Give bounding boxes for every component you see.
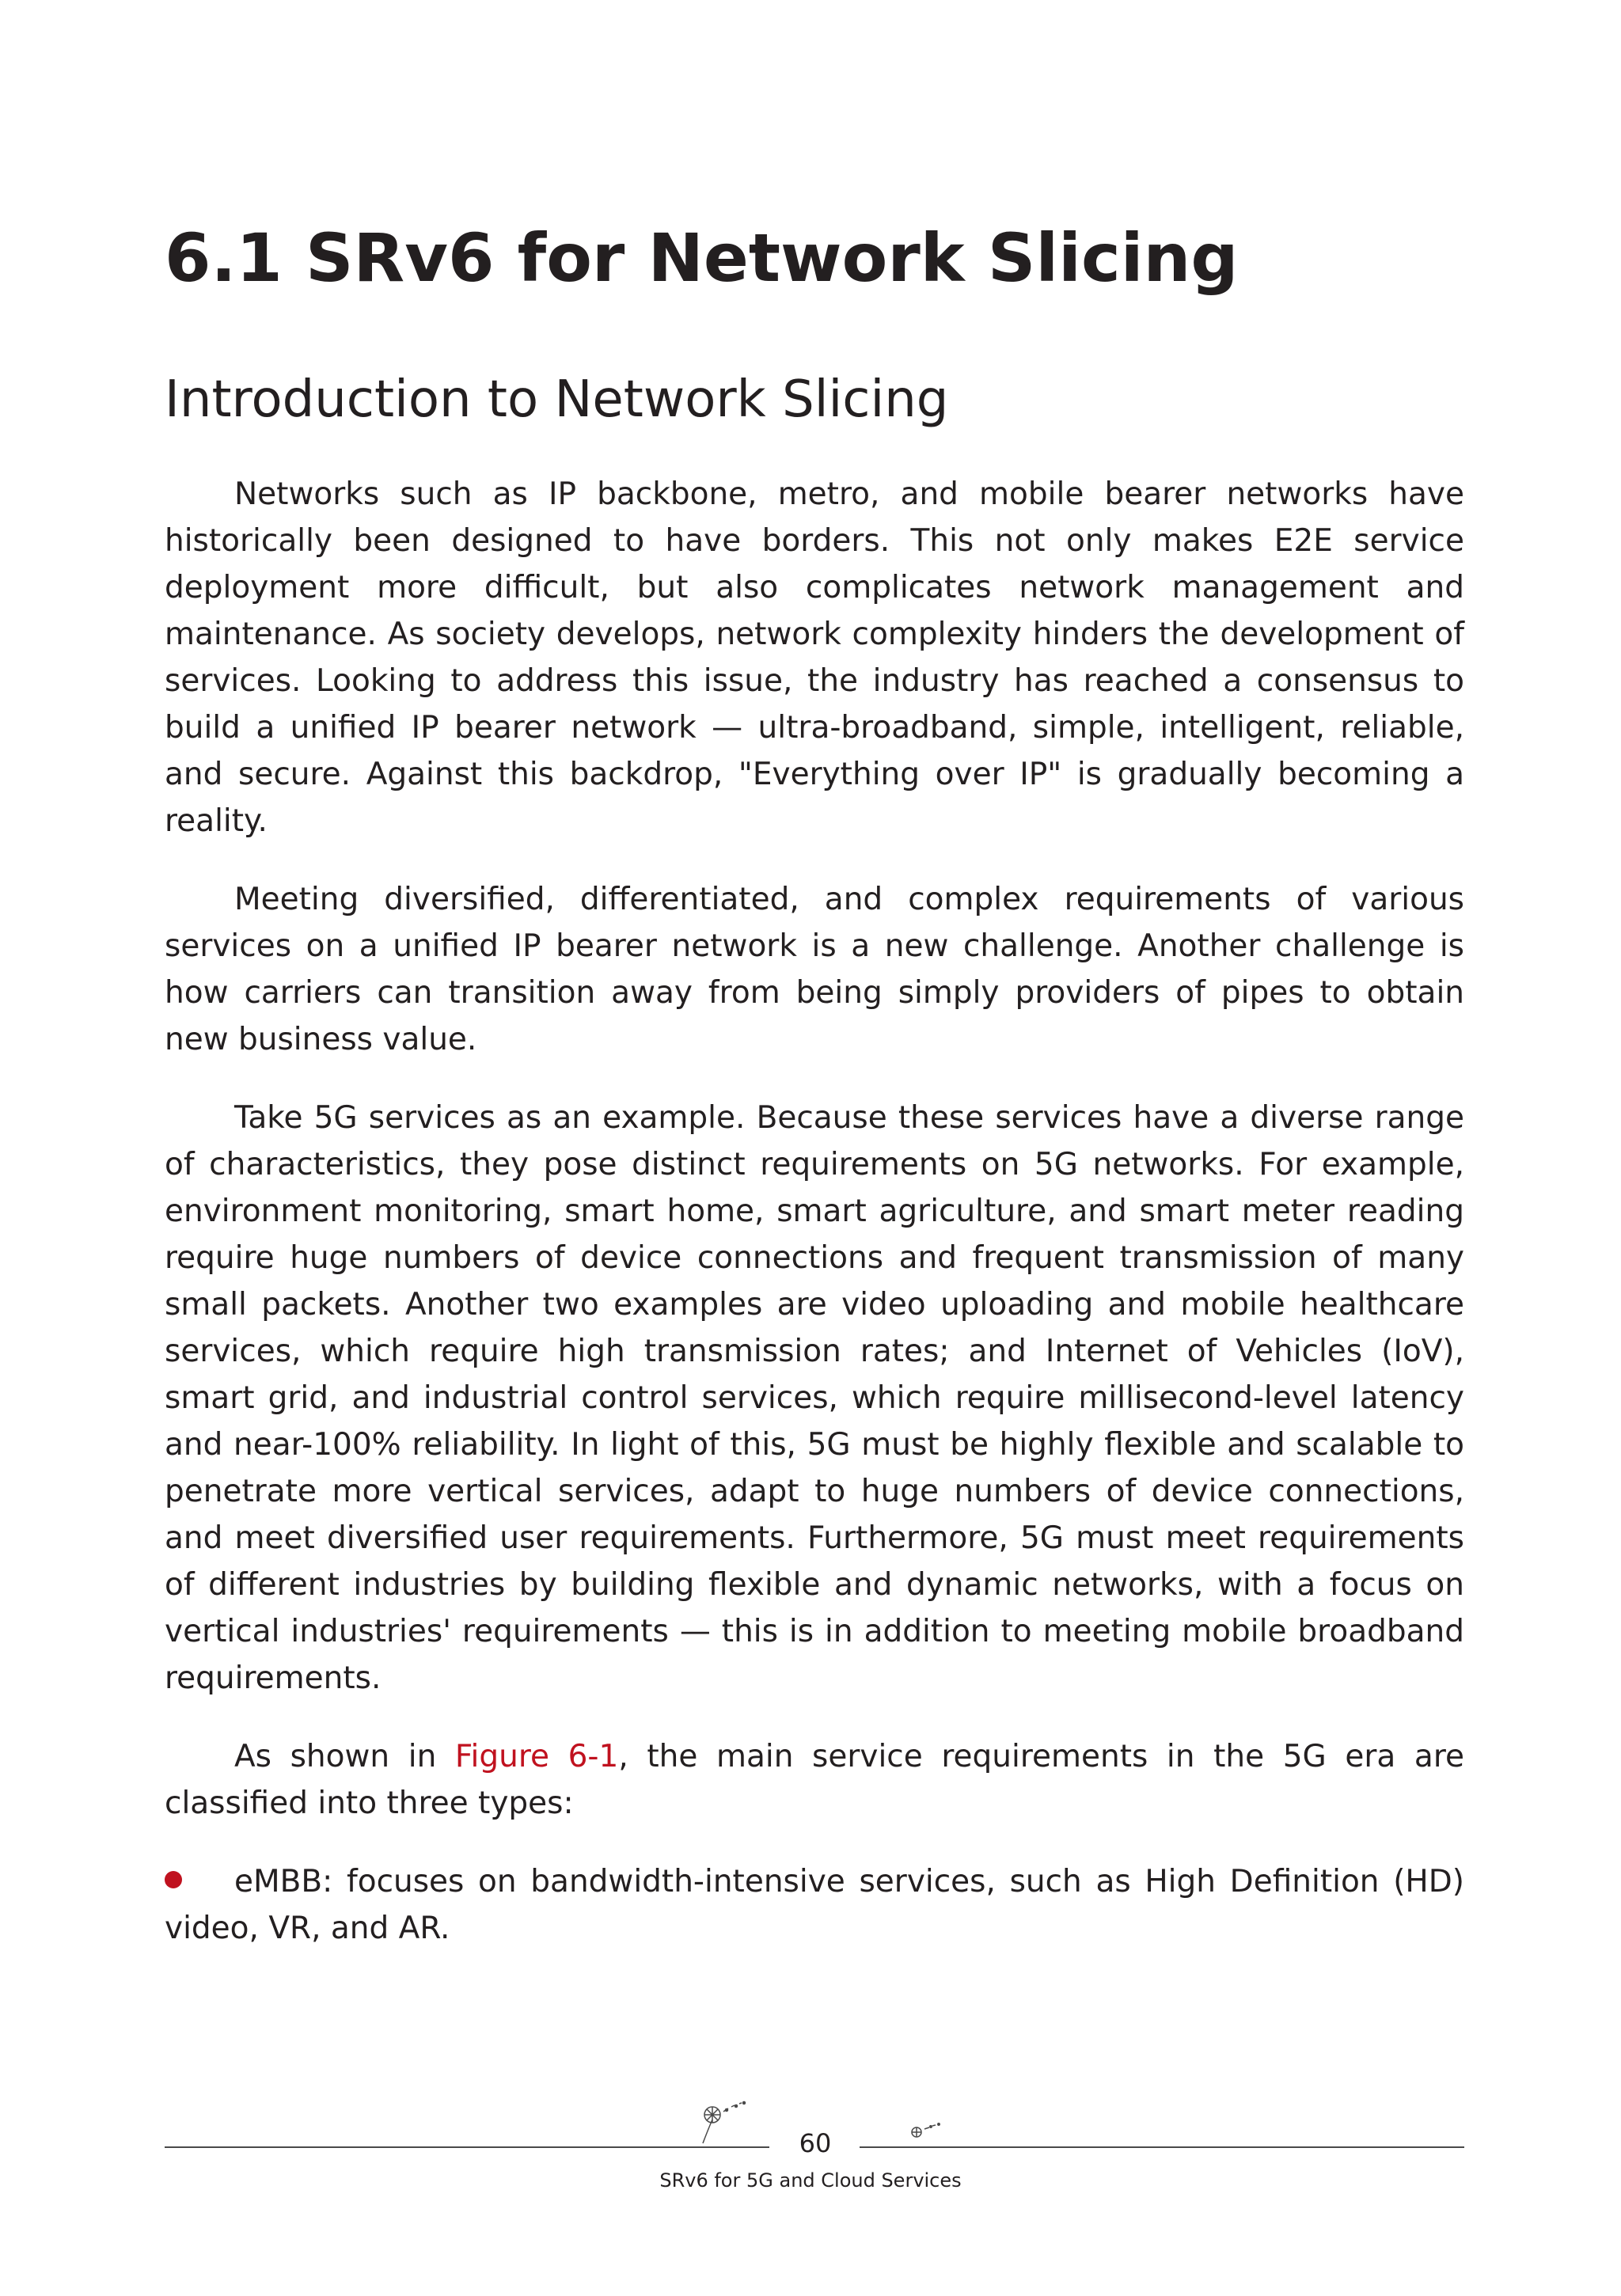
footer-divider-right [860, 2146, 1464, 2148]
dandelion-icon [697, 2099, 760, 2146]
figure-link[interactable]: Figure 6-1 [454, 1739, 619, 1774]
bullet-text: eMBB: focuses on bandwidth-intensive services, such as High Definition (HD) video, VR, and AR. [165, 1864, 1464, 1946]
dandelion-seed-icon [909, 2121, 948, 2140]
section-heading: 6.1 SRv6 for Network Slicing [165, 219, 1239, 297]
bullet-item [165, 1858, 1464, 1952]
paragraph: Take 5G services as an example. Because these services have a diverse range of characteristics, they pose distinct requirements on 5G networks. For example, environment monitoring, smart home, smart agriculture, and smart meter reading require huge numbers of device connections and frequent transmission of many small packets. Another two examples are video uploading and mobile healthcare services, which require high transmission rates; and Internet of Vehicles (IoV), smart grid, and industrial control services, which require millisecond-level latency and near-100% reliability. In light of this, 5G must be highly flexible and scalable to penetrate more vertical services, adapt to huge numbers of device connections, and meet diversified user requirements. Furthermore, 5G must meet requirements of different industries by building flexible and dynamic networks, with a focus on vertical industries' requirements — this is in addition to meeting mobile broadband requirements. [165, 1100, 1464, 1696]
subsection-heading: Introduction to Network Slicing [165, 370, 949, 429]
paragraph-text: , the main service requirements in the 5G era are classified into three types: [165, 1739, 1464, 1821]
page-number: 60 [799, 2128, 832, 2158]
paragraph [165, 1733, 1464, 1827]
paragraph: Networks such as IP backbone, metro, and mobile bearer networks have historically been designed to have borders. This not only makes E2E service deployment more difficult, but also complicates network management and maintenance. As society develops, network complexity hinders the development of services. Looking to address this issue, the industry has reached a consensus to build a unified IP bearer network — ultra-broadband, simple, intelligent, reliable, and secure. Against this backdrop, "Everything over IP" is gradually becoming a reality. [165, 476, 1464, 839]
paragraph-text: As shown in [234, 1739, 455, 1774]
body-text [165, 471, 1464, 1952]
footer-book-title: SRv6 for 5G and Cloud Services [659, 2169, 962, 2192]
bullet-icon [165, 1871, 182, 1888]
paragraph: Meeting diversified, differentiated, and complex requirements of various services on a unified IP bearer network is a new challenge. Another challenge is how carriers can transition away from being simply providers of pipes to obtain new business value. [165, 882, 1464, 1057]
footer-divider-left [165, 2146, 769, 2148]
